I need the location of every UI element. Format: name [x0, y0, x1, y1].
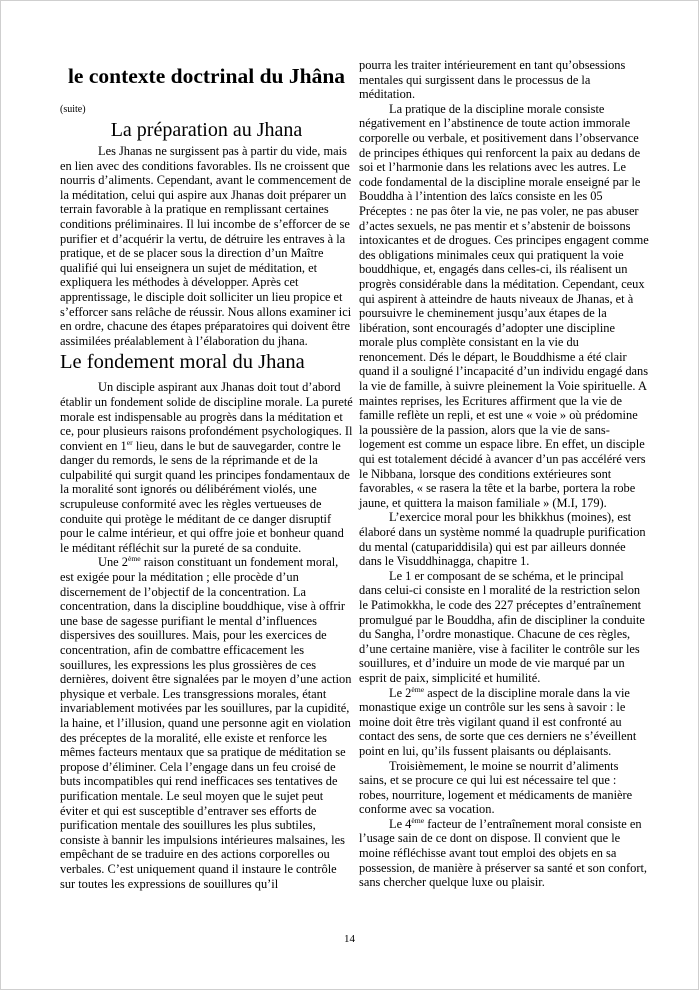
body-paragraph: La pratique de la discipline morale consiste négativement en l’abstinence de toute action immorale corporelle ou verbale, et positivement dans l’observance de principes éthiques qui renforcent la paix au dedans de soi et l’harmonie dans les relations avec les autres. Le code fondamental de la discipline morale enseigné par le Bouddha à l’intention des laïcs consiste en les 05 Préceptes : ne pas ôter la vie, ne pas voler, ne pas abuser d’actes sexuels, ne pas mentir et s’abstenir de boissons intoxicantes et de drogues. Ces principes engagent comme des obligations minimales ceux qui pratiquent la voie bouddhique, et, engagés dans celles-ci, ils réalisent un progrès considérable dans la méditation. Cependant, ceux qui aspirent à atteindre de hauts niveaux de Jhanas, et à poursuivre le cheminement jusqu’aux étapes de la libération, sont encouragés d’adopter une discipline morale plus complète consistant en la vie du renoncement. Dés le départ, le Bouddhisme a été clair quand il a souligné l’incapacité d’un individu engagé dans la vie de famille, à suivre pleinement la Voie spirituelle. A maintes reprises, les Ecritures affirment que la vie de famille reflète un repli, et est une « voie » où prédomine la poussière de la passion, alors que la vie de sans-logement est comme un espace libre. En effet, un disciple qui est totalement décidé à avancer d’un pas accéléré vers le Nibbana, lorsque des conditions extérieures sont favorables, « se rasera la tête et la barbe, portera la robe jaune, et quittera la maison familiale » (M.I, 179). [359, 101, 649, 510]
section-heading-fondement-moral: Le fondement moral du Jhana [60, 351, 305, 374]
body-paragraph: Le 4ème facteur de l’entraînement moral consiste en l’usage sain de ce dont on dispose. Il convient que le moine réfléchisse avant tout emploi des objets en sa possession, de manière à préserver sa santé et son confort, sans chercher quelque luxe ou plaisir. [359, 815, 647, 890]
body-paragraph: Troisièmement, le moine se nourrit d’aliments sains, et se procure ce qui lui est nécessaire tel que : robes, nourriture, logement et médicaments de manière conforme avec sa vocation. [359, 758, 633, 817]
body-paragraph: Une 2ème raison constituant un fondement moral, est exigée pour la méditation ; elle procède d’un discernement de l’objectif de la concentration. La concentration, dans la discipline bouddhique, vise à offrir une base de sagesse purifiant le mental d’influences dispersives des souillures. Mais, pour les exercices de concentration, afin de combattre efficacement les souillures, les expressions les plus grossières de ces dernières, doivent être signalées par le moyen d’une action physique et verbale. Les transgressions morales, étant invariablement motivées par les souillures, par la cupidité, la haine, et l’illusion, quand une personne agit en violation des préceptes de la moralité, elle existe et renforce les mêmes facteurs mentaux que sa pratique de méditation se propose d’éliminer. Cela l’engage dans un feu croisé de buts incompatibles qui rend inefficaces ses tentatives de purification mentale. Le seul moyen que le sujet peut éviter et qui est susceptible d’entraver ses efforts de purification mentale des souillures les plus subtiles, consiste à bannir les impulsions intérieures malsaines, les empêchant de se traduire en des actions corporelles ou verbales. C’est uniquement quand il instaure le contrôle sur toutes les expressions de souillures qu’il [60, 554, 352, 891]
body-paragraph: pourra les traiter intérieurement en tant qu’obsessions mentales qui surgissent dans le processus de la méditation. [359, 58, 626, 102]
page-number: 14 [344, 933, 355, 945]
section-heading-preparation: La préparation au Jhana [110, 119, 303, 141]
right-column [359, 58, 649, 890]
suite-note: (suite) [60, 104, 86, 115]
two-column-layout [1, 1, 698, 891]
body-paragraph: Un disciple aspirant aux Jhanas doit tout d’abord établir un fondement solide de discipline morale. La pureté morale est indispensable au progrès dans la méditation et ce, pour plusieurs raisons profondément psychologiques. Il convient en 1er lieu, dans le but de sauvegarder, contre le danger du remords, le sens de la réprimande et de la culpabilité qui surgit quand les principes fondamentaux de la moralité sont ignorés ou délibérément violés, une scrupuleuse conformité avec les règles vertueuses de conduite qui protège le méditant de ce danger disruptif pour le calme intérieur, et qui offre joie et bonheur quand le méditant réfléchit sur la pureté de sa conduite. [60, 380, 353, 555]
article-title: le contexte doctrinal du Jhâna [67, 64, 346, 88]
body-paragraph: Les Jhanas ne surgissent pas à partir du vide, mais en lien avec des conditions favorables. Ils ne croissent que nourris d’aliments. Cependant, avant le commencement de la méditation, celui qui aspire aux Jhanas doit préparer un terrain favorable à la pratique en remplissant certaines conditions préliminaires. Il lui incombe de s’efforcer de se purifier et d’acquérir la vertu, de détruire les entraves à la pratique, et de se placer sous la direction d’un Maître qualifié qui lui enseignera un sujet de méditation, et expliquera les méthodes à développer. Après cet apprentissage, le disciple doit solliciter un lieu propice et s’efforcer sans relâche de réussir. Nous allons examiner ici en ordre, chacune des étapes préparatoires qui doivent être assimilées préalablement à l’élaboration du jhana. [60, 144, 352, 348]
body-paragraph: Le 1 er composant de se schéma, et le principal dans celui-ci consiste en l moralité de la restriction selon le Patimokkha, le code des 227 préceptes d’entraînement promulgué par le Bouddha, afin de discipliner la conduite du Sangha, l’ordre monastique. Chacune de ces règles, d’une certaine manière, vise à faciliter le contrôle sur les souillures, et d’induire un mode de vie marqué par un esprit de paix, simplicité et humilité. [359, 568, 645, 685]
body-paragraph: Le 2ème aspect de la discipline morale dans la vie monastique exige un contrôle sur les sens à savoir : le moine doit être très vigilant quand il est confronté au contact des sens, de sorte que ces derniers ne s’éveillent point en lui, qu’ils fussent plaisants ou déplaisants. [359, 684, 637, 758]
left-column [60, 58, 353, 891]
body-paragraph: L’exercice moral pour les bhikkhus (moines), est élaboré dans un système nommé la quadruple purification du mental (catupariddisila) qui est par ailleurs donnée dans le Visuddhinagga, chapitre 1. [359, 510, 646, 569]
